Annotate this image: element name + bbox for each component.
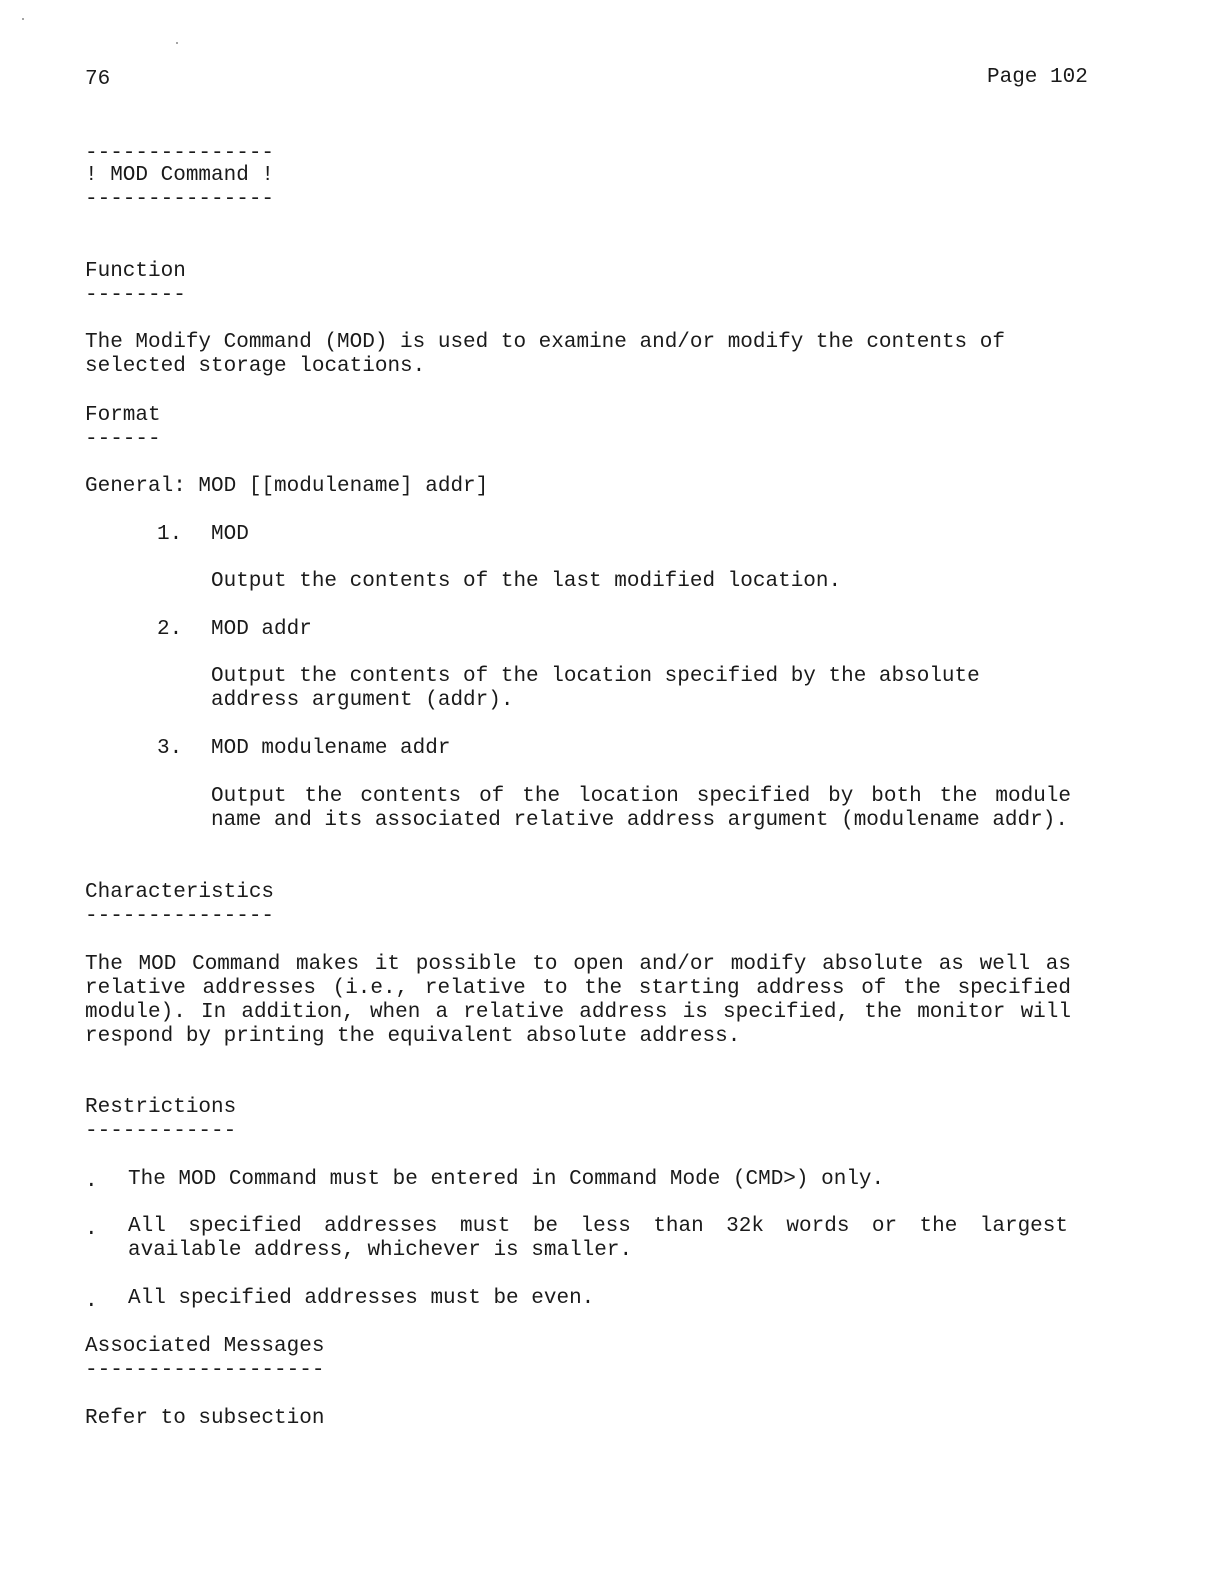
format-item-number: 2. [157,618,183,641]
messages-heading: Associated Messages [85,1335,325,1358]
format-item-description: Output the contents of the last modified location. [211,570,842,593]
restriction-item: The MOD Command must be entered in Command Mode (CMD>) only. [128,1168,885,1191]
restriction-item: All specified addresses must be less than 32k words or the largest available address, whichever is smaller. [128,1215,1068,1262]
messages-rule: ------------------- [85,1359,325,1382]
function-heading: Function [85,260,186,283]
format-item-number: 1. [157,523,183,546]
page-number-left: 76 [85,68,111,91]
restriction-item: All specified addresses must be even. [128,1287,595,1310]
bullet-dot: . [85,1170,98,1193]
format-item-command: MOD modulename addr [211,737,451,760]
characteristics-heading: Characteristics [85,881,275,904]
format-item-command: MOD [211,523,249,546]
scan-speck [176,42,178,44]
format-rule: ------ [85,428,161,451]
bullet-dot: . [85,1290,98,1313]
format-item-number: 3. [157,737,183,760]
messages-body: Refer to subsection [85,1407,325,1430]
page-title: ! MOD Command ! [85,164,275,187]
page-number-right: Page 102 [987,66,1088,89]
characteristics-rule: --------------- [85,905,275,928]
title-rule-bottom: --------------- [85,188,275,211]
restrictions-rule: ------------ [85,1120,237,1143]
format-heading: Format [85,404,161,427]
function-body: The Modify Command (MOD) is used to examine and/or modify the contents of selected storage locations. [85,331,1005,378]
format-item-description: Output the contents of the location specified by both the module name and its associated relative address argument (modulename addr). [211,785,1071,832]
title-rule-top: --------------- [85,142,275,165]
bullet-dot: . [85,1218,98,1241]
format-general: General: MOD [[modulename] addr] [85,475,489,498]
restrictions-heading: Restrictions [85,1096,237,1119]
characteristics-body: The MOD Command makes it possible to open and/or modify absolute as well as relative addresses (i.e., relative to the starting address of the specified module). In addition, when a relative address is specified, the monitor will respond by printing the equivalent absolute address. [85,953,1071,1048]
scan-speck [22,18,24,20]
format-item-description: Output the contents of the location specified by the absolute address argument (addr). [211,665,980,712]
format-item-command: MOD addr [211,618,312,641]
function-rule: -------- [85,284,186,307]
